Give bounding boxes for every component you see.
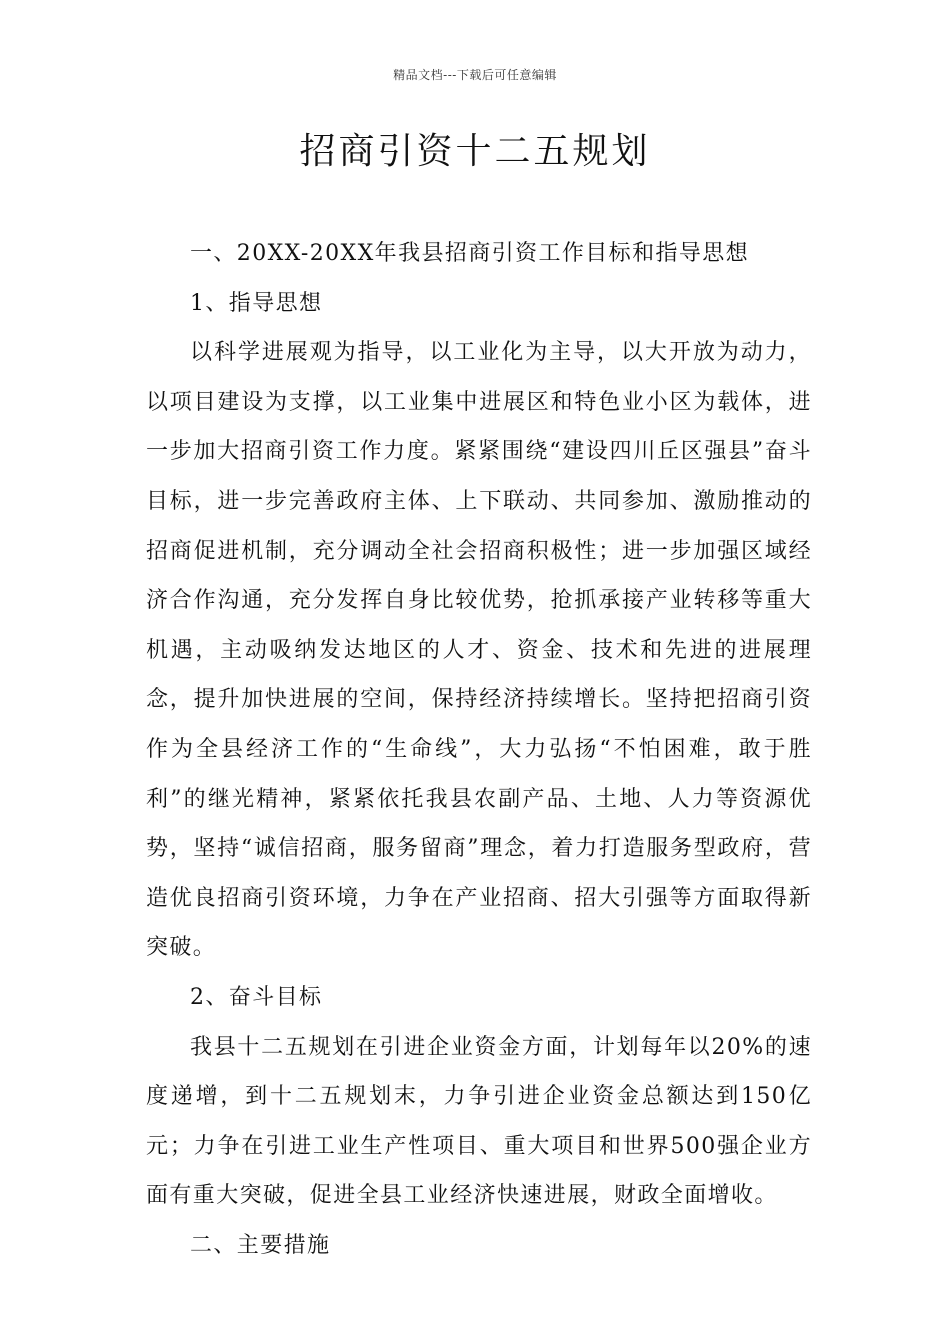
document-body <box>146 229 812 1270</box>
subheading-guiding-ideology: 1、指导思想 <box>190 290 323 316</box>
paragraph-guiding-ideology: 以科学进展观为指导，以工业化为主导，以大开放为动力，以项目建设为支撑，以工业集中进展区和特色业小区为载体，进一步加大招商引资工作力度。紧紧围绕“建设四川丘区强县”奋斗目标，进一步完善政府主体、上下联动、共同参加、激励推动的招商促进机制，充分调动全社会招商积极性；进一步加强区域经济合作沟通，充分发挥自身比较优势，抢抓承接产业转移等重大机遇，主动吸纳发达地区的人才、资金、技术和先进的进展理念，提升加快进展的空间，保持经济持续增长。坚持把招商引资作为全县经济工作的“生命线”，大力弘扬“不怕困难，敢于胜利”的继光精神，紧紧依托我县农副产品、土地、人力等资源优势，坚持“诚信招商，服务留商”理念，着力打造服务型政府，营造优良招商引资环境，力争在产业招商、招大引强等方面取得新突破。 <box>146 340 812 961</box>
document-title: 招商引资十二五规划 <box>299 131 651 172</box>
paragraph-targets: 我县十二五规划在引进企业资金方面，计划每年以20%的速度递增，到十二五规划末，力争引进企业资金总额达到150亿元；力争在引进工业生产性项目、重大项目和世界500强企业方面有重大突破，促进全县工业经济快速进展，财政全面增收。 <box>146 1034 812 1209</box>
header-note: 精品文档---下载后可任意编辑 <box>393 68 557 82</box>
subheading-targets: 2、奋斗目标 <box>190 984 323 1010</box>
section-heading-goals: 一、20XX-20XX年我县招商引资工作目标和指导思想 <box>190 241 750 266</box>
section-heading-measures: 二、主要措施 <box>190 1232 331 1258</box>
